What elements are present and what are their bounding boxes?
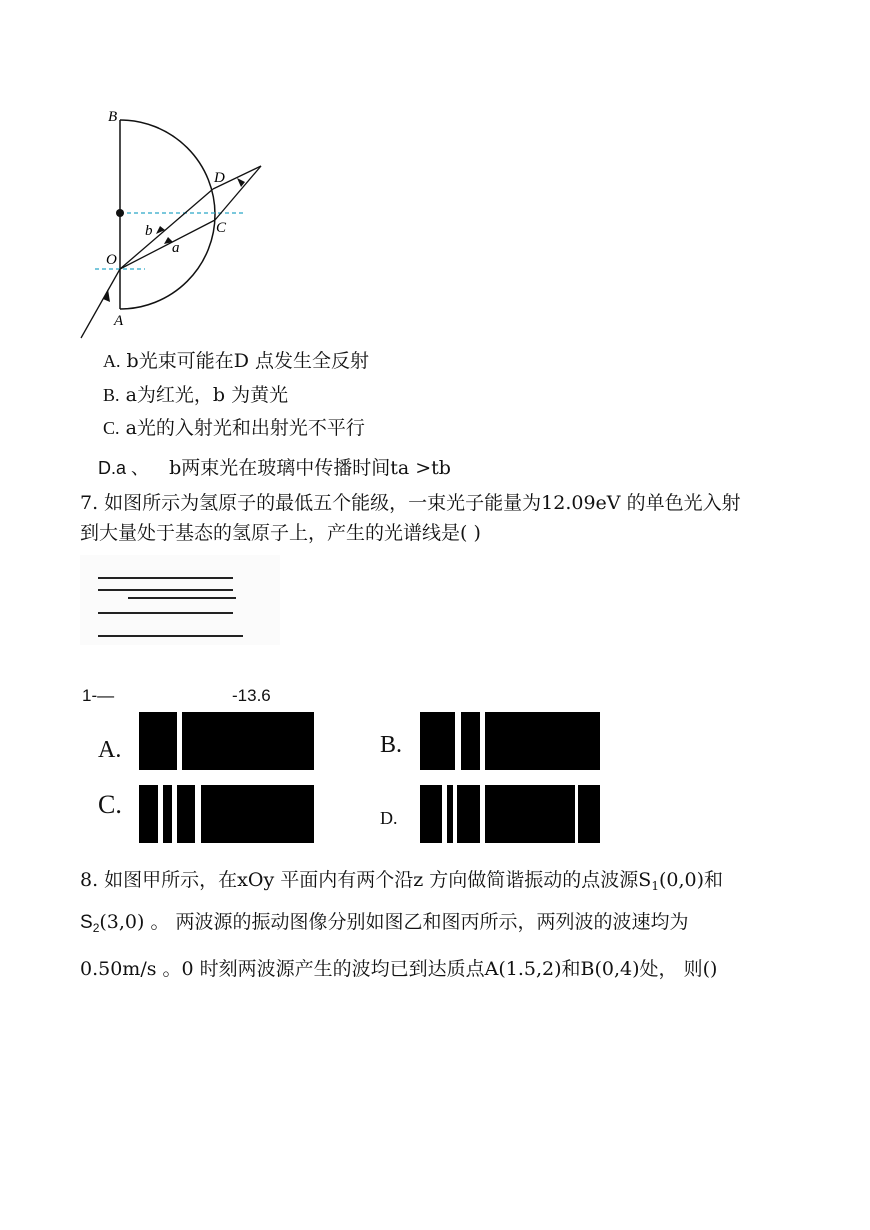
q6-option-b: B. a为红光，b 为黄光 (103, 384, 289, 406)
q8-text-line1: 8. 如图甲所示，在xOy 平面内有两个沿z 方向做简谐振动的点波源$S_1(0,0)$和 (80, 869, 723, 893)
energy-level-line (98, 612, 233, 614)
q7-option-a-label: A. (98, 737, 122, 763)
spectrum-d (420, 785, 600, 843)
energy-level-line (128, 597, 236, 599)
label-D: D (214, 170, 225, 186)
q6-option-c: C. a光的入射光和出射光不平行 (103, 417, 365, 439)
q7-text-line1: 7. 如图所示为氢原子的最低五个能级，一束光子能量为12.09eV 的单色光入射 (80, 492, 741, 514)
q7-option-b-label: B. (380, 732, 403, 758)
label-B: B (108, 109, 118, 125)
label-b: b (145, 223, 153, 239)
energy-level-line (98, 635, 243, 637)
ground-level-label: 1-— (82, 686, 115, 705)
optics-figure (70, 95, 280, 350)
q7-option-d-label: D. (380, 808, 398, 828)
energy-level-diagram (80, 555, 280, 645)
q7-option-c-label: C. (98, 790, 122, 819)
q7-text-line2: 到大量处于基态的氢原子上，产生的光谱线是( ) (80, 522, 481, 544)
label-A: A (114, 313, 124, 329)
q6-option-a: A. b光束可能在D 点发生全反射 (103, 350, 369, 372)
energy-level-line (98, 589, 233, 591)
label-a: a (172, 240, 180, 256)
q8-text-line2: $S_2(3,0)$ 。 两波源的振动图像分别如图乙和图丙所示，两列波的波速均为 (80, 911, 689, 935)
spectrum-a (139, 712, 314, 770)
spectrum-b (420, 712, 600, 770)
energy-level-line (98, 577, 233, 579)
q6-option-d: D.a 、 b两束光在玻璃中传播时间ta >tb (98, 457, 451, 479)
label-O: O (106, 252, 117, 268)
q8-text-line3: 0.50m/s 。0 时刻两波源产生的波均已到达质点A(1.5,2)和B(0,4)处， 则() (80, 958, 718, 980)
ground-level-value: -13.6 (232, 686, 271, 705)
spectrum-c (139, 785, 314, 843)
label-C: C (216, 220, 227, 236)
